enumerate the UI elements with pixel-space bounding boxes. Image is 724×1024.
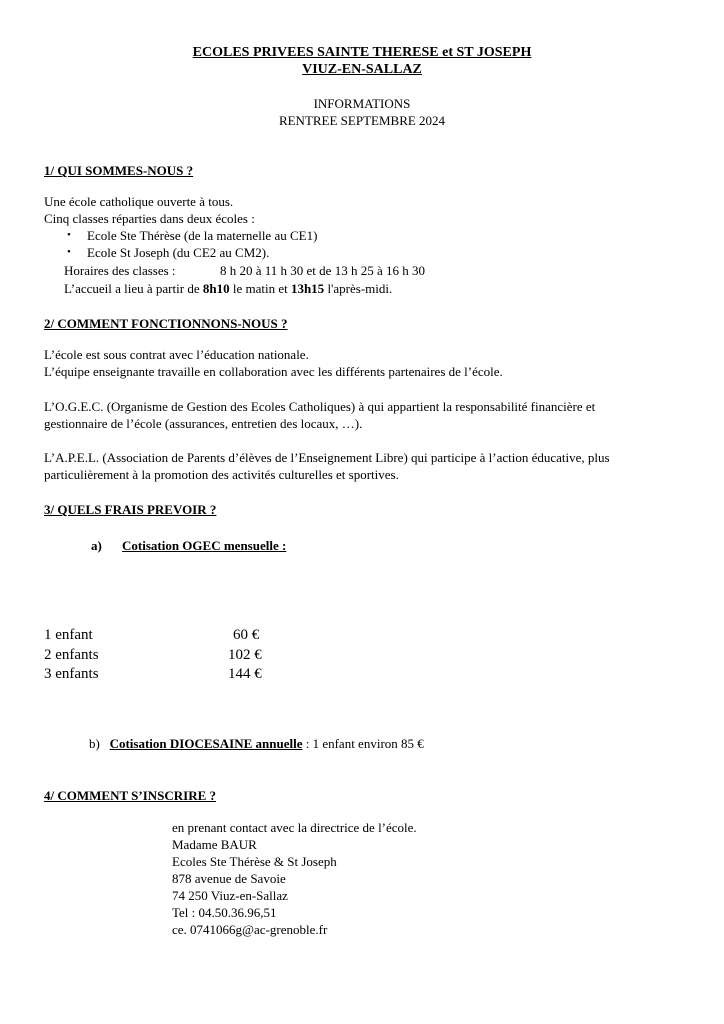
contact-school: Ecoles Ste Thérèse & St Joseph <box>172 854 337 869</box>
header-informations: INFORMATIONS <box>313 96 411 111</box>
section3-sub-a-marker: a) <box>91 538 102 553</box>
section3-sub-b-marker: b) <box>89 736 100 751</box>
section3-title: 3/ QUELS FRAIS PREVOIR ? <box>44 502 217 517</box>
section2-title: 2/ COMMENT FONCTIONNONS-NOUS ? <box>44 316 288 331</box>
section3-sub-b-rest: : 1 enfant environ 85 € <box>302 736 424 751</box>
bullet-icon: • <box>67 229 71 241</box>
fee-label-1: 1 enfant <box>44 627 93 643</box>
section1-bullet2: Ecole St Joseph (du CE2 au CM2). <box>87 245 270 260</box>
fee-amount-3: 144 € <box>228 666 262 682</box>
contact-phone: Tel : 04.50.36.96,51 <box>172 905 277 920</box>
welcome-pre: L’accueil a lieu à partir de <box>64 281 203 296</box>
contact-intro: en prenant contact avec la directrice de l’école. <box>172 820 417 835</box>
section1-hours-label: Horaires des classes : <box>64 263 176 278</box>
section2-p2: L’équipe enseignante travaille en collaboration avec les différents partenaires de l’école. <box>44 364 503 379</box>
section1-hours-value: 8 h 20 à 11 h 30 et de 13 h 25 à 16 h 30 <box>220 263 425 278</box>
header-town: VIUZ-EN-SALLAZ <box>302 62 422 77</box>
fee-label-2: 2 enfants <box>44 647 99 663</box>
fee-label-3: 3 enfants <box>44 666 99 682</box>
section2-p1: L’école est sous contrat avec l’éducation nationale. <box>44 347 309 362</box>
welcome-afternoon-time: 13h15 <box>290 281 325 296</box>
section2-p3-line1: L’O.G.E.C. (Organisme de Gestion des Ecoles Catholiques) à qui appartient la responsabilité financière et <box>44 399 596 414</box>
section2-p4-line1: L’A.P.E.L. (Association de Parents d’élèves de l’Enseignement Libre) qui participe à l’action éducative, plus <box>44 450 610 465</box>
section2-p4-line2: particulièrement à la promotion des activités culturelles et sportives. <box>44 467 399 482</box>
section1-title: 1/ QUI SOMMES-NOUS ? <box>44 163 194 178</box>
section3-sub-b <box>89 736 424 752</box>
section1-p1: Une école catholique ouverte à tous. <box>44 194 234 209</box>
section3-sub-a-title: Cotisation OGEC mensuelle : <box>122 538 287 553</box>
contact-city: 74 250 Viuz-en-Sallaz <box>172 888 288 903</box>
fee-amount-1: 60 € <box>233 627 260 643</box>
contact-email: ce. 0741066g@ac-grenoble.fr <box>172 922 328 937</box>
welcome-post: l'après-midi. <box>324 281 393 296</box>
welcome-mid: le matin et <box>229 281 291 296</box>
section1-p2: Cinq classes réparties dans deux écoles : <box>44 211 255 226</box>
contact-street: 878 avenue de Savoie <box>172 871 286 886</box>
section4-title: 4/ COMMENT S’INSCRIRE ? <box>44 788 217 803</box>
fee-amount-2: 102 € <box>228 647 262 663</box>
header-school-name: ECOLES PRIVEES SAINTE THERESE et ST JOSEPH <box>192 45 532 60</box>
section2-p3-line2: gestionnaire de l’école (assurances, entretien des locaux, …). <box>44 416 363 431</box>
welcome-morning-time: 8h10 <box>202 281 230 296</box>
section1-welcome <box>64 281 392 297</box>
section1-bullet1: Ecole Ste Thérèse (de la maternelle au CE1) <box>87 228 318 243</box>
section3-sub-b-title: Cotisation DIOCESAINE annuelle <box>109 736 303 751</box>
bullet-icon: • <box>67 246 71 258</box>
contact-name: Madame BAUR <box>172 837 257 852</box>
header-rentree: RENTREE SEPTEMBRE 2024 <box>278 113 446 128</box>
